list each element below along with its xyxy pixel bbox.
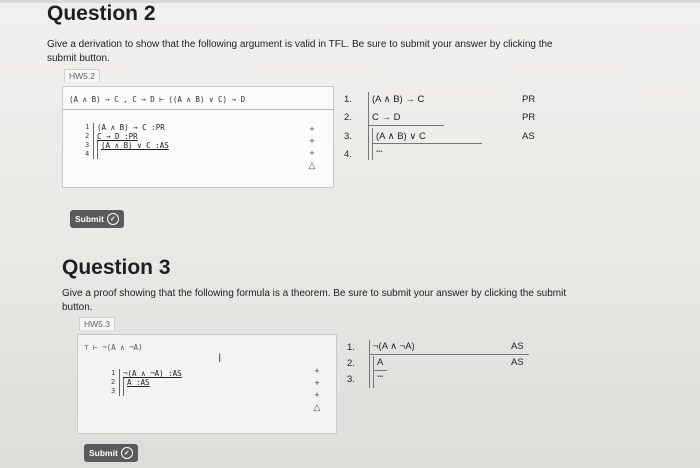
q3-add-line-button-1[interactable]: + <box>314 366 320 376</box>
q2-argument-divider <box>63 109 333 110</box>
q2-proof-scope-sub <box>372 128 373 160</box>
q3-proof-editor[interactable] <box>77 334 337 434</box>
q3-row-formula-2: A <box>377 357 384 368</box>
q3-line-1[interactable]: ¬(A ∧ ¬A) :AS <box>123 369 182 378</box>
q3-op-buttons <box>312 365 322 413</box>
question-3-title: Question 3 <box>62 256 171 279</box>
q2-scope-line-outer <box>93 123 94 159</box>
q3-add-line-button-2[interactable]: + <box>314 378 320 388</box>
q2-proof-scope-main <box>368 92 369 160</box>
q3-assumption-divider-2 <box>373 370 387 371</box>
q3-line-2[interactable]: A :AS <box>127 378 150 387</box>
hw-tab-5-3[interactable]: HW5.3 <box>79 317 115 330</box>
q2-line-1[interactable]: (A ∧ B) → C :PR <box>97 123 165 132</box>
q2-submit-button[interactable] <box>70 210 124 228</box>
question-2-prompt <box>47 38 667 66</box>
question-2-title: Question 2 <box>47 2 156 25</box>
q3-proof-scope-main <box>369 340 370 388</box>
q2-line-num-1: 1 <box>85 123 90 131</box>
question-2-prompt-line1: Give a derivation to show that the following argument is valid in TFL. Be sure to submit your answer by clicking the <box>47 39 553 50</box>
q2-op-buttons <box>307 123 317 171</box>
q2-row-formula-2: C → D <box>372 112 401 123</box>
q2-assumption-divider <box>372 143 482 144</box>
text-cursor-icon: I <box>218 351 222 365</box>
q2-line-num-2: 2 <box>85 132 90 140</box>
q3-line-num-2: 2 <box>111 378 116 386</box>
hw-tab-5-2[interactable]: HW5.2 <box>64 69 100 82</box>
q3-add-line-button-3[interactable]: + <box>314 390 320 400</box>
q2-warning-icon[interactable]: △ <box>308 160 316 170</box>
q2-line-2[interactable]: C → D :PR <box>97 132 138 141</box>
q3-row-num-2: 2. <box>347 358 355 369</box>
q2-row-just-1: PR <box>522 94 536 105</box>
q2-row-formula-3: (A ∧ B) ∨ C <box>376 131 426 142</box>
q2-argument-text: (A ∧ B) → C , C → D ⊢ ((A ∧ B) ∨ C) → D <box>69 95 246 104</box>
q2-rendered-proof <box>332 86 556 186</box>
q2-row-just-2: PR <box>522 112 536 123</box>
question-3-prompt-line2: button. <box>62 302 93 313</box>
q2-add-line-button-1[interactable]: + <box>309 124 315 134</box>
q2-scope-line-inner <box>97 141 98 159</box>
q3-row-formula-3: ▪▪▪ <box>377 374 384 380</box>
q2-add-line-button-3[interactable]: + <box>309 148 315 158</box>
q3-submit-button[interactable] <box>84 444 138 462</box>
q2-premise-divider <box>368 125 444 126</box>
q2-row-num-3: 3. <box>344 131 352 142</box>
q3-row-num-1: 1. <box>347 342 355 353</box>
question-2-prompt-line2: submit button. <box>47 53 110 64</box>
q2-proof-editor[interactable] <box>62 86 334 188</box>
q3-line-num-1: 1 <box>111 369 116 377</box>
q3-row-num-3: 3. <box>347 374 355 385</box>
q3-warning-icon[interactable]: △ <box>313 402 321 412</box>
question-3-prompt <box>62 287 662 315</box>
q2-submit-label: Submit <box>75 214 104 224</box>
q3-scope-line-inner <box>123 378 124 396</box>
q3-rendered-proof <box>335 334 535 432</box>
q2-row-formula-4: ▪▪▪ <box>376 149 383 155</box>
q3-row-just-2: AS <box>511 357 524 368</box>
check-circle-icon: ✓ <box>107 213 119 225</box>
question-3-prompt-line1: Give a proof showing that the following formula is a theorem. Be sure to submit your answer by clicking the submit <box>62 288 567 299</box>
q3-argument-text: ⊤ ⊢ ¬(A ∧ ¬A) <box>84 343 143 352</box>
q3-proof-scope-sub <box>373 356 374 388</box>
q3-scope-line-outer <box>119 369 120 396</box>
q2-line-num-4: 4 <box>85 150 90 158</box>
q3-line-num-3: 3 <box>111 387 116 395</box>
q2-add-line-button-2[interactable]: + <box>309 136 315 146</box>
q2-row-formula-1: (A ∧ B) → C <box>372 94 425 105</box>
q3-row-just-1: AS <box>511 341 524 352</box>
q2-line-num-3: 3 <box>85 141 90 149</box>
q2-row-num-1: 1. <box>344 94 352 105</box>
check-circle-icon: ✓ <box>121 447 133 459</box>
q3-submit-label: Submit <box>89 448 118 458</box>
q3-row-formula-1: ¬(A ∧ ¬A) <box>373 341 415 352</box>
q2-row-num-2: 2. <box>344 112 352 123</box>
q3-assumption-divider-1 <box>369 354 529 355</box>
q2-row-num-4: 4. <box>344 149 352 160</box>
q2-line-3[interactable]: (A ∧ B) ∨ C :AS <box>101 141 169 150</box>
q2-row-just-3: AS <box>522 131 535 142</box>
